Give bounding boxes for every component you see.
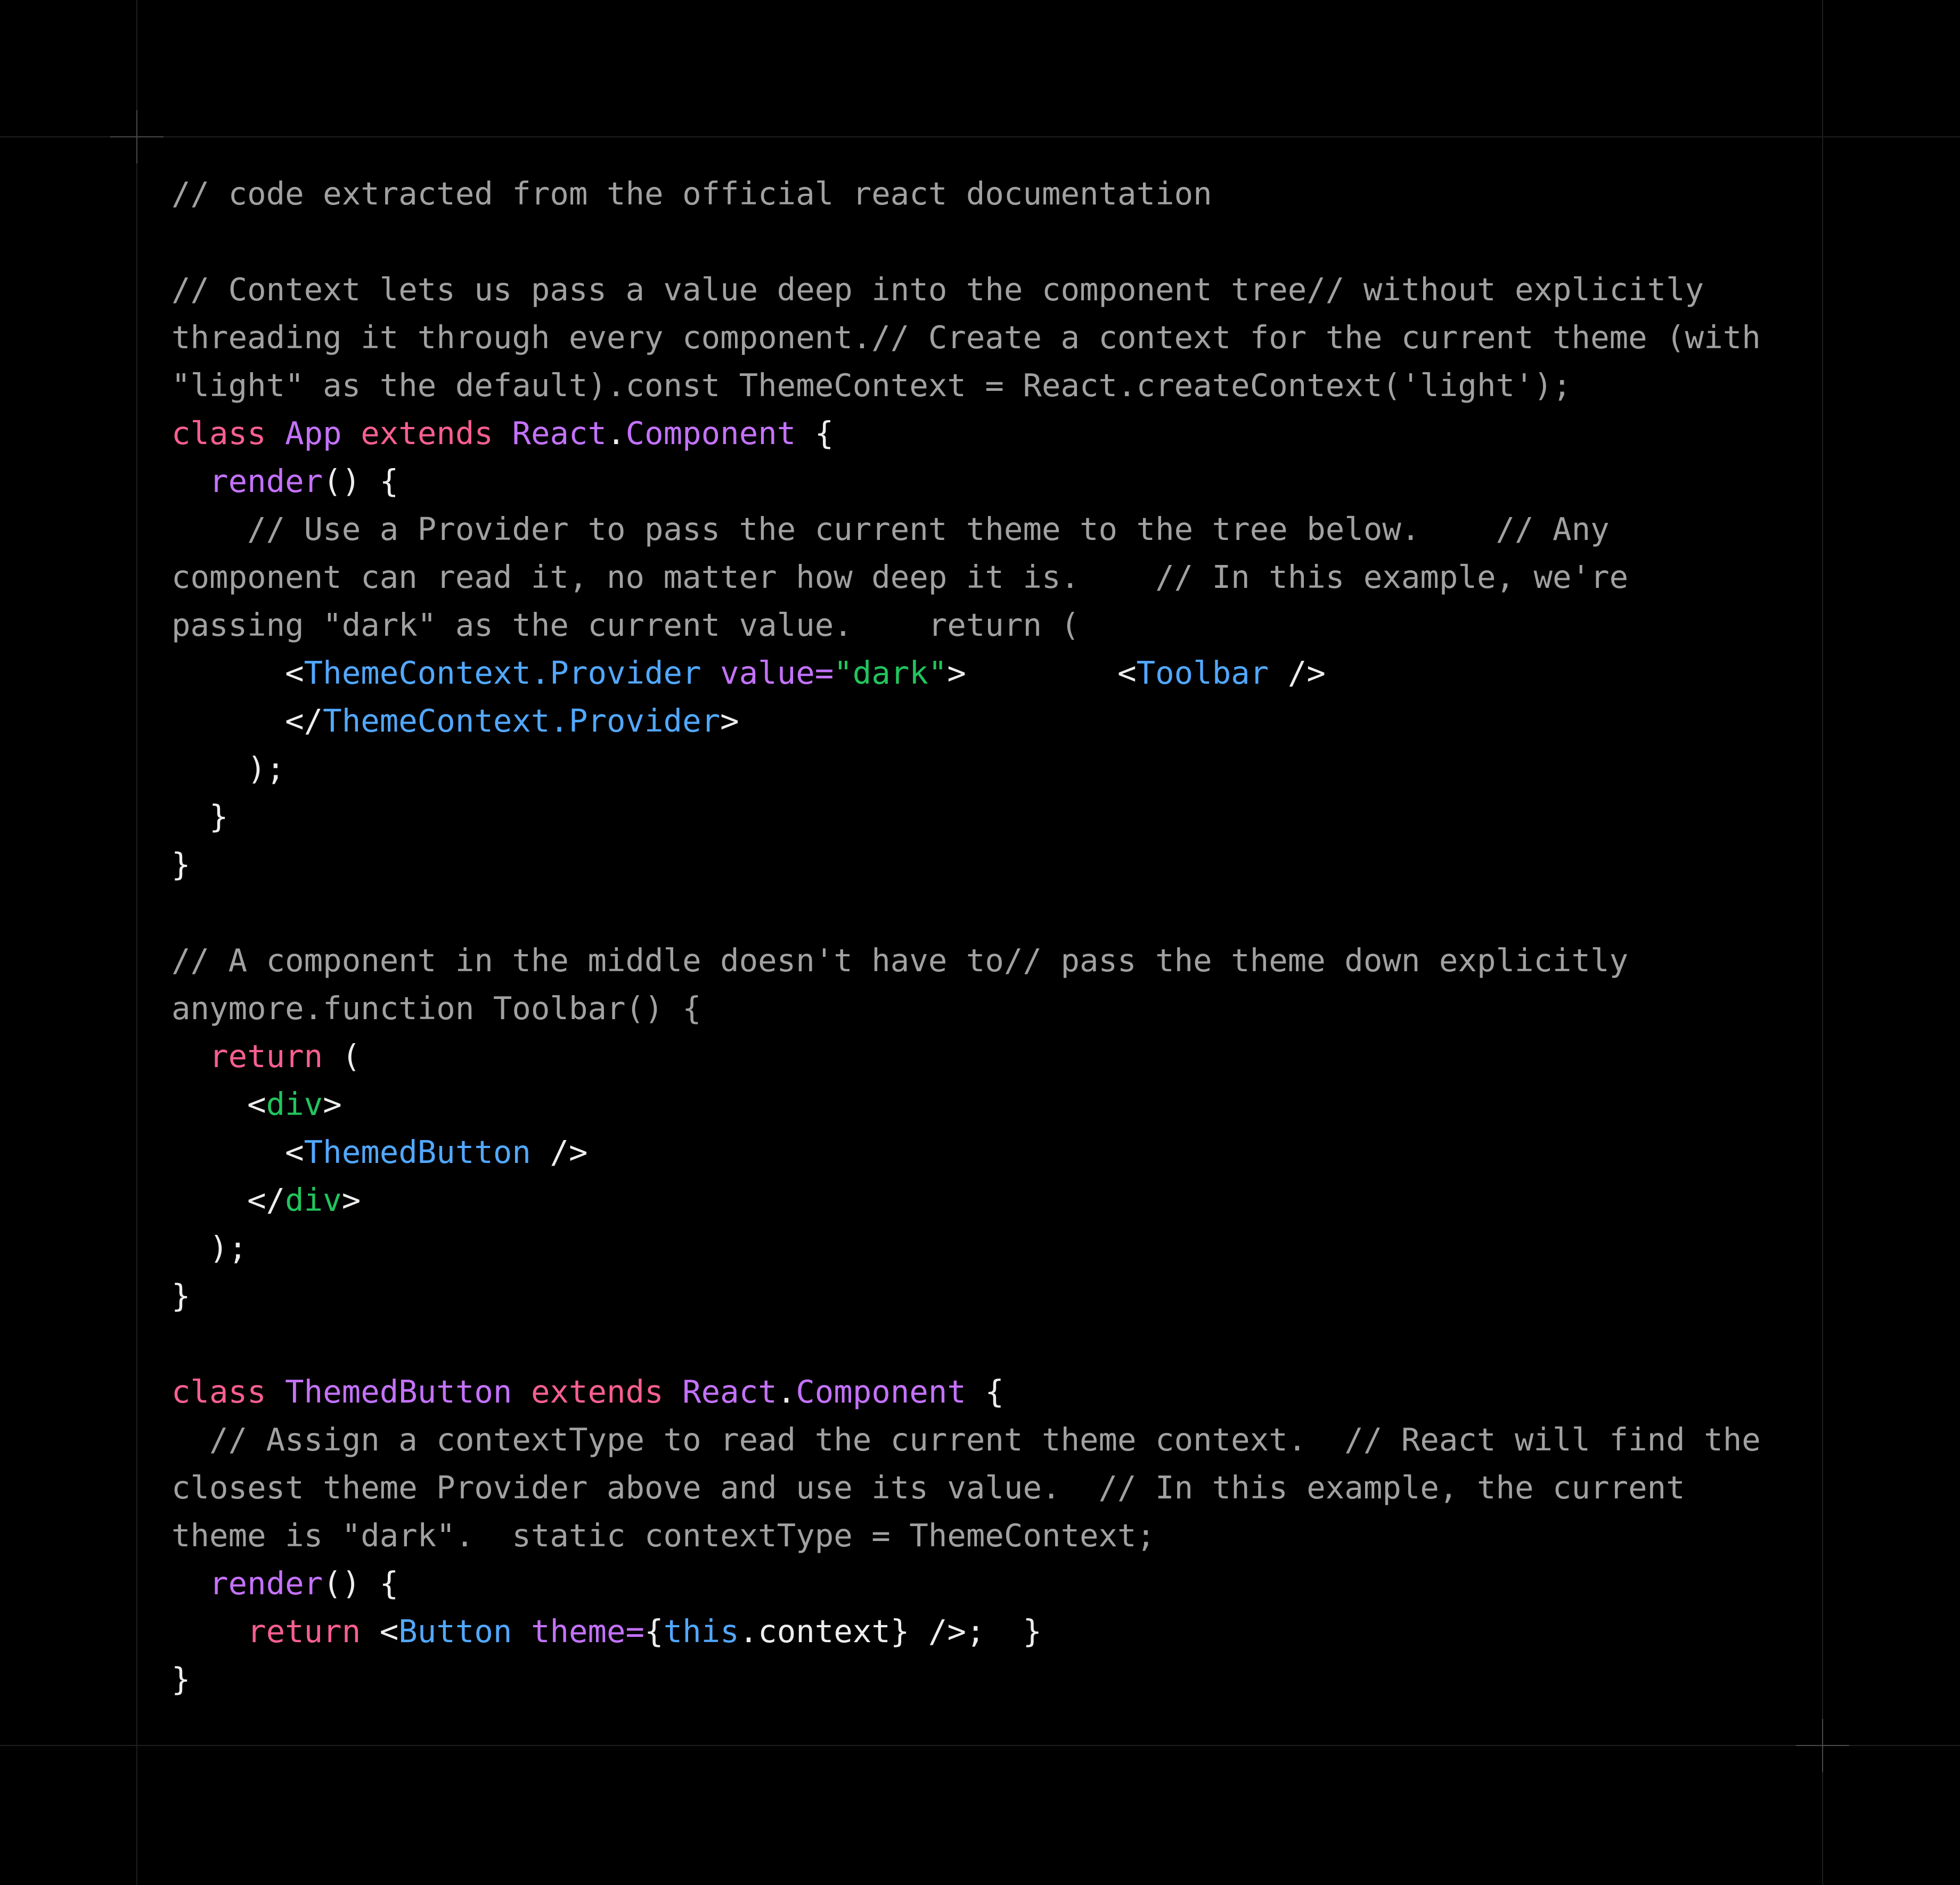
code-line	[172, 1512, 1823, 1560]
code-token-plain: {	[644, 1613, 664, 1650]
code-line	[172, 1032, 1823, 1080]
code-token-plain: }	[172, 798, 228, 835]
code-line	[172, 1416, 1823, 1464]
code-line	[172, 1464, 1823, 1512]
code-token-comment: closest theme Provider above and use its value. // In this example, the current	[172, 1469, 1685, 1506]
code-line	[172, 1176, 1823, 1224]
code-token-name: value=	[720, 654, 834, 691]
code-token-component: ThemeContext.Provider	[323, 702, 721, 739]
code-line	[172, 1560, 1823, 1608]
code-token-plain: </	[172, 702, 323, 739]
code-token-keyword: return	[247, 1613, 361, 1650]
code-token-plain	[701, 654, 721, 691]
code-token-plain: </	[172, 1182, 285, 1218]
code-token-plain	[266, 1373, 285, 1410]
code-line	[172, 505, 1823, 553]
code-token-plain	[172, 1421, 209, 1458]
code-line	[172, 745, 1823, 793]
crosshair-top-left-vertical	[136, 110, 137, 163]
code-token-plain: <	[172, 1134, 304, 1170]
code-token-comment: // Context lets us pass a value deep into the component tree// without explicitly	[172, 271, 1704, 308]
code-token-plain: > <	[947, 654, 1137, 691]
code-token-plain	[342, 415, 361, 452]
code-token-comment: passing "dark" as the current value. return (	[172, 607, 1080, 643]
code-token-plain: () {	[323, 463, 399, 499]
code-line	[172, 457, 1823, 505]
code-line	[172, 1080, 1823, 1128]
code-token-string: div	[285, 1182, 342, 1218]
code-token-plain: >	[341, 1182, 361, 1218]
code-token-plain	[172, 1038, 209, 1075]
code-line	[172, 1320, 1823, 1368]
code-token-plain: .context} />; }	[739, 1613, 1042, 1650]
code-line	[172, 937, 1823, 985]
code-line	[172, 601, 1823, 649]
code-token-name: React	[682, 1373, 777, 1410]
code-token-plain: }	[172, 1661, 191, 1698]
code-token-component: this	[663, 1613, 739, 1650]
code-token-name: Component	[796, 1373, 966, 1410]
code-token-comment: // code extracted from the official react documentation	[172, 175, 1212, 212]
code-token-name: ThemedButton	[285, 1373, 512, 1410]
code-token-keyword: class	[172, 1373, 266, 1410]
code-line	[172, 314, 1823, 362]
code-token-plain: .	[777, 1373, 796, 1410]
code-token-component: ThemedButton	[304, 1134, 531, 1170]
code-line	[172, 266, 1823, 314]
code-line	[172, 793, 1823, 841]
code-line	[172, 1128, 1823, 1176]
guide-line-bottom	[0, 1745, 1960, 1746]
code-line	[172, 697, 1823, 745]
code-token-plain: (	[323, 1038, 361, 1075]
code-line	[172, 553, 1823, 601]
code-token-plain	[172, 511, 247, 547]
code-token-plain	[266, 415, 285, 452]
code-token-plain	[493, 415, 512, 452]
code-token-comment: "light" as the default).const ThemeContext = React.createContext('light');	[172, 367, 1572, 404]
code-line	[172, 218, 1823, 266]
code-line	[172, 1368, 1823, 1416]
code-token-comment: // A component in the middle doesn't have to// pass the theme down explicitly	[172, 942, 1629, 979]
code-line	[172, 1224, 1823, 1272]
code-token-plain	[512, 1373, 531, 1410]
code-token-name: render	[209, 1565, 323, 1602]
code-token-plain: {	[796, 415, 834, 452]
crosshair-bottom-right-vertical	[1822, 1719, 1823, 1772]
guide-line-left	[136, 0, 137, 1885]
code-line	[172, 409, 1823, 457]
code-line	[172, 1655, 1823, 1703]
code-token-keyword: extends	[361, 415, 493, 452]
code-token-comment: // Assign a contextType to read the current theme context. // React will find the	[209, 1421, 1761, 1458]
code-token-plain: >	[720, 702, 739, 739]
code-line	[172, 1272, 1823, 1320]
code-token-plain	[512, 1613, 531, 1650]
code-token-component: Toolbar	[1136, 654, 1269, 691]
code-token-plain	[172, 1565, 209, 1602]
code-token-comment: theme is "dark". static contextType = ThemeContext;	[172, 1517, 1156, 1554]
code-token-name: theme=	[530, 1613, 645, 1650]
code-token-plain: <	[172, 1086, 266, 1122]
code-token-plain: .	[607, 415, 626, 452]
guide-line-top	[0, 136, 1960, 137]
code-line	[172, 1608, 1823, 1655]
code-token-plain: () {	[323, 1565, 399, 1602]
code-token-comment: threading it through every component.// Create a context for the current theme (with	[172, 319, 1761, 356]
code-token-component: ThemeContext.Provider	[304, 654, 701, 691]
code-token-keyword: extends	[530, 1373, 664, 1410]
code-token-name: App	[285, 415, 342, 452]
code-token-name: React	[512, 415, 607, 452]
code-token-plain	[172, 463, 209, 499]
code-token-plain: <	[172, 654, 304, 691]
code-token-plain: {	[966, 1373, 1005, 1410]
code-token-plain: );	[172, 750, 285, 787]
code-line	[172, 841, 1823, 889]
code-token-plain: <	[361, 1613, 399, 1650]
code-token-plain	[172, 1613, 247, 1650]
code-token-name: render	[209, 463, 323, 499]
code-token-comment: // Use a Provider to pass the current theme to the tree below. // Any	[247, 511, 1610, 547]
code-token-plain: );	[172, 1230, 248, 1266]
code-token-plain: />	[530, 1134, 588, 1170]
code-token-plain: }	[172, 1277, 191, 1314]
code-token-plain: }	[172, 846, 191, 883]
code-token-plain: />	[1269, 654, 1326, 691]
code-token-name: Component	[625, 415, 796, 452]
code-token-keyword: return	[209, 1038, 323, 1075]
code-token-component: Button	[398, 1613, 512, 1650]
code-line	[172, 362, 1823, 409]
code-line	[172, 649, 1823, 697]
code-token-plain	[664, 1373, 683, 1410]
code-line	[172, 985, 1823, 1032]
code-token-comment: anymore.function Toolbar() {	[172, 990, 701, 1027]
code-token-string: div	[266, 1086, 323, 1122]
code-line	[172, 889, 1823, 937]
code-token-string: "dark"	[834, 654, 948, 691]
code-token-comment: component can read it, no matter how deep it is. // In this example, we're	[172, 559, 1629, 595]
code-block	[172, 170, 1823, 1703]
code-line	[172, 170, 1823, 218]
code-token-keyword: class	[172, 415, 266, 452]
code-token-plain: >	[323, 1086, 342, 1122]
